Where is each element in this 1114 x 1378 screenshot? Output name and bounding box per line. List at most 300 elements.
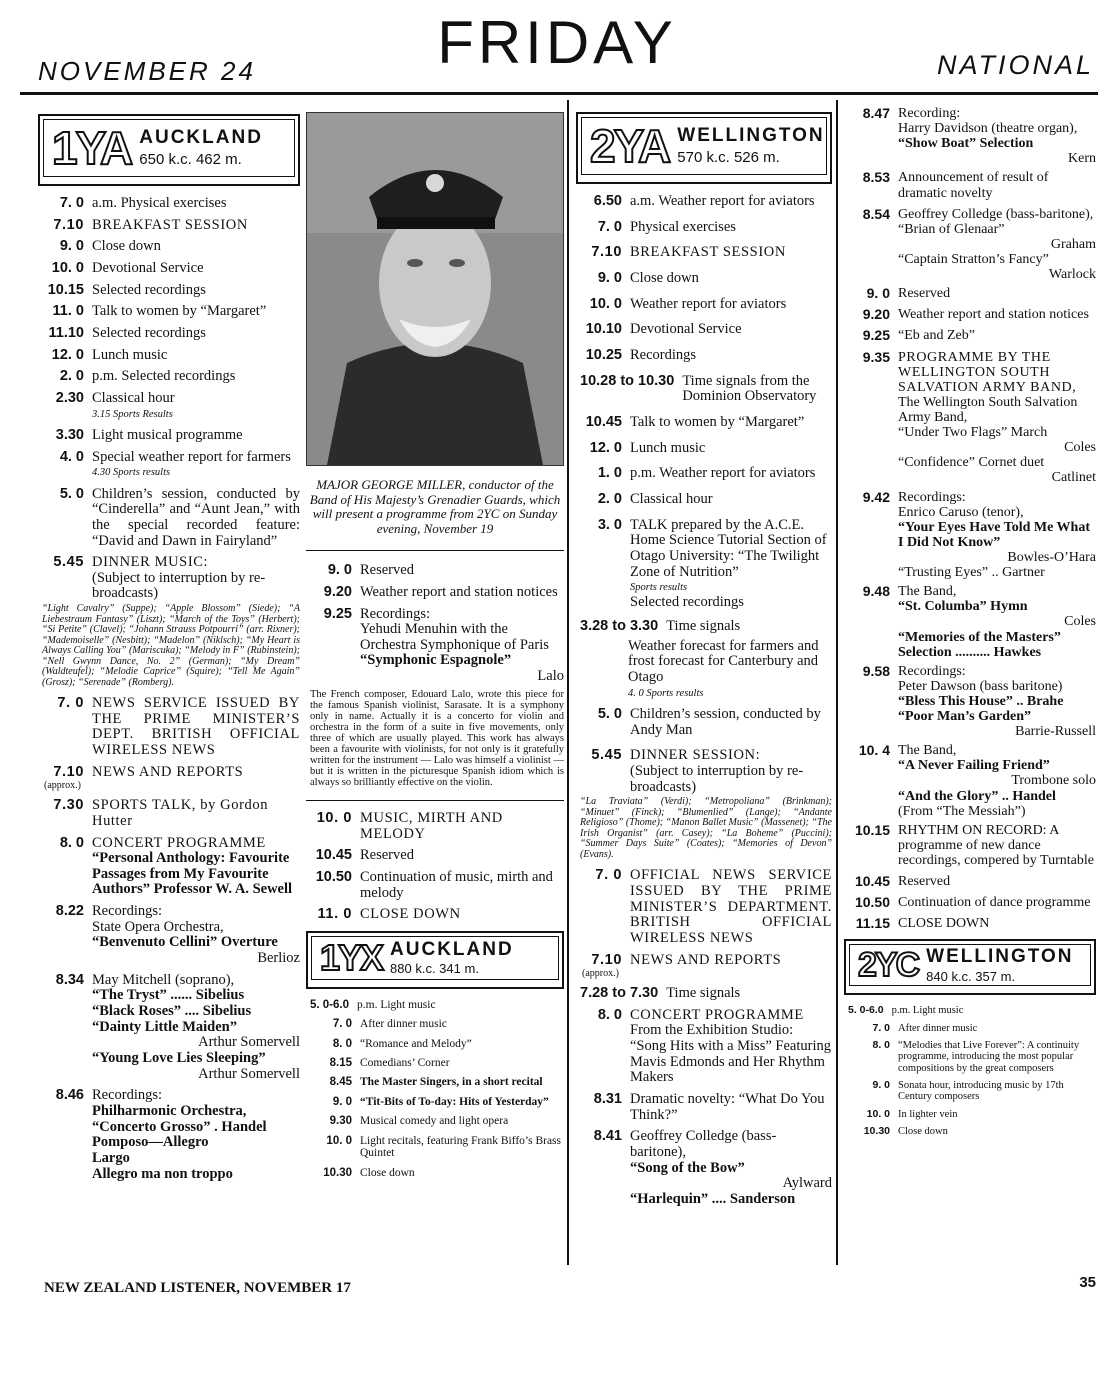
listing-text: Talk to women by “Margaret” — [92, 303, 267, 320]
weather-frost-block — [628, 639, 832, 699]
listing-entry — [38, 428, 300, 444]
listing-text: Special weather report for farmers — [92, 448, 291, 465]
listing-text: “Romance and Melody” — [360, 1037, 472, 1050]
listing-time: 10.50 — [854, 894, 890, 911]
column-divider — [836, 100, 838, 1265]
listing-text: “Eb and Zeb” — [898, 328, 975, 344]
listing-time: 10. 4 — [858, 742, 890, 759]
performer: Philharmonic Orchestra, — [92, 1103, 247, 1120]
work-title: “St. Columba” Hymn — [898, 599, 1028, 615]
listing-text: Reserved — [898, 286, 951, 302]
listing-entry — [844, 286, 1096, 301]
listing-entry — [38, 239, 300, 255]
composer: Trombone solo — [1011, 773, 1096, 789]
listing-entry — [306, 1135, 564, 1160]
listing-time: 8.54 — [862, 205, 890, 222]
listing-text: CONCERT PROGRAMME — [92, 834, 266, 851]
approx-note: (approx.) — [44, 780, 81, 792]
listing-text: Dramatic novelty: “What Do You Think?” — [630, 1091, 825, 1123]
listing-text: Devotional Service — [92, 259, 204, 276]
composer: Arthur Somervell — [198, 1034, 300, 1051]
listing-entry — [576, 194, 832, 210]
listing-text: May Mitchell (soprano), — [92, 971, 235, 988]
station-frequency: 880 k.c. 341 m. — [390, 961, 479, 977]
concert-description: “Personal Anthology: Favourite Passages from My Favourite Authors” Professor W. A. Sewell — [92, 850, 293, 898]
listing-time: 7.10 — [591, 951, 622, 968]
listing-time: 2. 0 — [597, 490, 622, 507]
listing-time: 10. 0 — [326, 1134, 352, 1147]
listing-time: 9. 0 — [332, 1095, 352, 1108]
divider — [306, 800, 564, 801]
listing-entry — [576, 322, 832, 338]
listing-time: 8. 0 — [59, 834, 84, 851]
listing-entry — [576, 868, 832, 946]
photo-caption: MAJOR GEORGE MILLER, conductor of the Band of His Majesty’s Grenadier Guards, which will present a programme from 2YC on Sunday evening, November 19 — [309, 477, 561, 536]
listing-time: 9.35 — [862, 348, 890, 365]
listing-text: p.m. Weather report for aviators — [630, 465, 816, 482]
listing-text: BREAKFAST SESSION — [630, 244, 786, 261]
composer: Catlinet — [1051, 470, 1096, 486]
listing-entry — [844, 823, 1096, 868]
listing-time: 10.30 — [863, 1125, 890, 1138]
listing-time: 10.25 — [585, 346, 622, 363]
listing-text: “Melodies that Live Forever”: A continuity programme, introducing the most popular compositions by the great composers — [898, 1040, 1080, 1074]
listing-entry — [576, 1008, 832, 1086]
listing-text: The Band, — [898, 584, 957, 600]
listing-entry — [576, 953, 832, 969]
listing-entry — [576, 748, 832, 795]
listing-entry — [576, 374, 832, 405]
listing-text: Close down — [360, 1166, 415, 1179]
listing-text: a.m. Weather report for aviators — [630, 193, 815, 209]
approx-note: (approx.) — [582, 968, 619, 980]
work-title: “Trusting Eyes” .. Gartner — [898, 565, 1045, 581]
listing-entry — [576, 220, 832, 236]
work-title: “Black Roses” .... Sibelius — [92, 1003, 252, 1020]
listing-time: 8. 0 — [872, 1039, 890, 1052]
column-divider — [567, 100, 569, 1265]
column-photo-and-1yx — [306, 112, 564, 1186]
listing-time: 9.48 — [862, 583, 890, 600]
sports-results-note: Sports results — [630, 582, 688, 594]
listing-entry — [38, 348, 300, 364]
listing-text: NEWS SERVICE ISSUED BY THE PRIME MINISTER’S DEPT. BRITISH OFFICIAL WIRELESS NEWS — [92, 695, 300, 759]
listing-entry — [38, 836, 300, 899]
1yx-listings — [306, 999, 564, 1179]
listing-entry — [844, 350, 1096, 486]
work-title: “Symphonic Espagnole” — [360, 652, 512, 669]
listing-entry — [38, 261, 300, 277]
listing-time: 12. 0 — [589, 439, 622, 456]
work-title: “Under Two Flags” March — [898, 425, 1048, 441]
listing-entry — [576, 518, 832, 612]
work-title: “Captain Stratton’s Fancy” — [898, 251, 1049, 267]
listing-text: Light recitals, featuring Frank Biffo’s Brass Quintet — [360, 1134, 561, 1160]
station-logo: 1YX — [320, 936, 383, 978]
network-label: NATIONAL — [936, 50, 1094, 80]
listing-entry — [38, 696, 300, 759]
station-logo: 1YA — [52, 122, 132, 174]
listing-text: CLOSE DOWN — [360, 906, 461, 923]
listing-time: 8.46 — [55, 1087, 84, 1104]
listing-time: 2. 0 — [59, 368, 84, 385]
sports-results-note: 4. 0 Sports results — [628, 687, 704, 699]
listing-text: a.m. Physical exercises — [92, 195, 227, 211]
listing-time: 7. 0 — [597, 218, 622, 235]
footer-publication: NEW ZEALAND LISTENER, NOVEMBER 17 — [44, 1280, 351, 1296]
listing-time: 10. 0 — [589, 295, 622, 312]
listing-text: Classical hour — [92, 389, 175, 406]
listing-time: 9.42 — [862, 488, 890, 505]
listing-entry — [306, 1057, 564, 1069]
lalo-note: The French composer, Edouard Lalo, wrote this piece for the famous Spanish violinist, Sarasate. It is a symphony only in name. Actually it is a concerto for violin and orchestra in the form of a suite in five movements, only three of which are usually played. This work has always been a favourite with violinists, for not only is it gratefully written for the instrument — Lalo was himself a violinist — but it is written in the picturesque Spanish idiom which is always so brilliantly effective on the violin. — [310, 688, 564, 788]
listing-time: 10.45 — [854, 873, 890, 890]
listing-text: Geoffrey Colledge (bass-baritone), — [898, 206, 1094, 222]
listing-time: 10.30 — [323, 1166, 352, 1179]
listing-text: Time signals — [666, 618, 741, 635]
listing-text: Weather report for aviators — [630, 295, 787, 312]
listing-text: Time signals — [666, 985, 741, 1002]
listing-text: Close down — [92, 238, 161, 255]
listing-entry — [844, 307, 1096, 322]
listing-text: NEWS AND REPORTS — [92, 763, 244, 780]
listing-time: 10. 0 — [866, 1107, 890, 1120]
listing-time: 5. 0-6.0 — [848, 1004, 884, 1017]
listing-entry — [844, 328, 1096, 343]
listing-text: p.m. Light music — [357, 998, 436, 1011]
listing-time: 5. 0-6.0 — [310, 998, 349, 1011]
listing-time: 9.30 — [329, 1115, 352, 1128]
listing-time: 8.34 — [55, 971, 84, 988]
listing-time: 8.41 — [593, 1128, 622, 1145]
listing-text: DINNER MUSIC: — [92, 554, 209, 571]
performer: Enrico Caruso (tenor), — [898, 504, 1024, 520]
listing-time: 9. 0 — [872, 1079, 890, 1092]
listing-text: Weather forecast for farmers and frost forecast for Canterbury and Otago — [628, 637, 819, 686]
work-title: “Dainty Little Maiden” — [92, 1018, 237, 1035]
listing-entry — [38, 798, 300, 829]
listing-entry — [38, 904, 300, 967]
listing-text: Close down — [630, 269, 699, 286]
composer: Coles — [1064, 440, 1096, 456]
listing-entry — [306, 1115, 564, 1127]
listing-entry — [576, 415, 832, 431]
listing-time: 8.47 — [862, 105, 890, 121]
listing-text: CLOSE DOWN — [898, 916, 990, 932]
listing-entry — [844, 1005, 1096, 1016]
station-frequency: 570 k.c. 526 m. — [677, 149, 780, 167]
listing-entry — [38, 391, 300, 422]
2yc-listings — [844, 1005, 1096, 1137]
listing-time: 9. 0 — [597, 269, 622, 286]
listing-entry — [306, 870, 564, 901]
listing-time: 9.20 — [862, 306, 890, 323]
work-title: “Poor Man’s Garden” — [898, 709, 1031, 725]
listing-time: 10.45 — [315, 847, 352, 864]
listing-time: 8.45 — [329, 1076, 352, 1089]
listing-text: Continuation of music, mirth and melody — [360, 868, 553, 901]
listing-time: 7.30 — [53, 797, 84, 814]
listing-time: 8.15 — [329, 1057, 352, 1070]
listing-text: Continuation of dance programme — [898, 895, 1091, 911]
work-title: “Young Love Lies Sleeping” — [92, 1050, 266, 1067]
listing-text: MUSIC, MIRTH AND MELODY — [360, 809, 503, 842]
listing-entry — [576, 466, 832, 482]
composer: Bowles-O’Hara — [1007, 549, 1096, 565]
listing-time: 7.28 to 7.30 — [580, 985, 659, 1002]
listing-time: 7.10 — [53, 216, 84, 233]
listing-time: 3.30 — [55, 426, 84, 443]
work-title: “A Never Failing Friend” — [898, 758, 1050, 774]
listing-entry — [306, 563, 564, 579]
dinner-note: (Subject to interruption by re-broadcasts) — [92, 569, 266, 602]
listing-entry — [844, 490, 1096, 581]
listing-text: Children’s session, conducted by “Cinderella” and “Aunt Jean,” with the special recorded feature: “David and Dawn in Fairyland” — [92, 485, 300, 549]
listing-time: 8.22 — [55, 903, 84, 920]
listing-time: 5.45 — [591, 747, 622, 764]
listing-text: CONCERT PROGRAMME — [630, 1006, 804, 1023]
listing-time: 11.10 — [48, 324, 84, 341]
composer: Aylward — [782, 1175, 832, 1192]
listing-text: Recordings: — [92, 903, 163, 920]
listing-entry — [576, 986, 832, 1002]
listing-entry — [844, 895, 1096, 910]
listing-time: 8.53 — [862, 169, 890, 186]
listing-time: 12. 0 — [51, 346, 84, 363]
listing-time: 9.58 — [862, 662, 890, 679]
listing-text: Devotional Service — [630, 321, 742, 338]
listing-time: 5. 0 — [597, 706, 622, 723]
listing-time: 7. 0 — [57, 695, 84, 712]
work-title: “Your Eyes Have Told Me What I Did Not Know” — [898, 519, 1091, 550]
listing-text: p.m. Selected recordings — [92, 368, 236, 385]
listing-entry — [306, 811, 564, 842]
listing-time: 3.28 to 3.30 — [580, 618, 659, 635]
column-2ya-evening-2yc — [844, 106, 1096, 1143]
work-title: “Memories of the Masters” Selection .......... Hawkes — [898, 629, 1061, 660]
listing-time: 11. 0 — [52, 303, 84, 320]
composer: Arthur Somervell — [198, 1065, 300, 1082]
movement: Allegro ma non troppo — [92, 1165, 233, 1182]
listing-text: The Band, — [898, 743, 957, 759]
listing-entry — [844, 207, 1096, 283]
listing-text: In lighter vein — [898, 1108, 958, 1120]
listing-time: 9.25 — [323, 605, 352, 622]
listing-text: The Master Singers, in a short recital — [360, 1076, 543, 1089]
work-title: “The Tryst” ...... Sibelius — [92, 987, 245, 1004]
listing-entry — [38, 487, 300, 550]
performer: Yehudi Menuhin with the Orchestra Symphonique of Paris — [360, 621, 549, 653]
listing-text: OFFICIAL NEWS SERVICE ISSUED BY THE PRIME MINISTER’S DEPARTMENT. BRITISH OFFICIAL WIRELESS NEWS — [630, 867, 832, 946]
listing-time: 6.50 — [593, 193, 622, 209]
page-number: 35 — [1079, 1274, 1096, 1291]
listing-entry — [306, 1167, 564, 1179]
listing-entry — [306, 1096, 564, 1108]
listing-text: NEWS AND REPORTS — [630, 951, 782, 968]
listing-text: Recordings — [630, 346, 697, 363]
work-title: “Brian of Glenaar” — [898, 221, 1005, 237]
listing-time: 7. 0 — [872, 1021, 890, 1034]
listing-time: 1. 0 — [597, 465, 622, 482]
listing-time: 5.45 — [53, 554, 84, 571]
listing-text: SPORTS TALK, by Gordon Hutter — [92, 797, 269, 829]
listing-time: 10. 0 — [316, 809, 352, 826]
listing-entry — [844, 1109, 1096, 1120]
work-title: “Concerto Grosso” . Handel — [92, 1118, 267, 1135]
listing-text: Recordings: — [92, 1087, 163, 1104]
divider — [306, 550, 564, 551]
listing-text: Recording: — [898, 106, 961, 121]
listing-text: After dinner music — [898, 1022, 978, 1034]
listing-entry — [306, 848, 564, 864]
dinner-music-list: “Light Cavalry” (Suppe); “Apple Blossom” (Siede); “A Liebestraum Fantasy” (Liszt); “March of the Toys” (Herbert); “Si Petite” (Clavel); “Johann Strauss Potpourri” (arr. Rixner); “Mademoiselle” (Nesbitt); “Madelon” (Niklsch); “My Heart is Always Calling You” (Mariscuka); “Melody in F” (Rubinstein); “Nell Gwynn Dance, No. 2” (German); “My Dream” (Waldteufel); “Melodie Caprice” (Squire); “Tell Me Again” (Grosz); “Serenade” (Romberg). — [42, 603, 300, 688]
listing-time: 10.50 — [315, 868, 352, 885]
listing-text: Selected recordings — [630, 594, 744, 611]
listing-text: BREAKFAST SESSION — [92, 216, 248, 233]
listing-text: After dinner music — [360, 1018, 447, 1031]
listing-entry — [306, 1076, 564, 1088]
listing-entry — [38, 196, 300, 212]
listing-text: p.m. Light music — [891, 1005, 964, 1017]
listing-text: Selected recordings — [92, 281, 206, 298]
listing-time: 3. 0 — [597, 516, 622, 533]
listing-entry — [306, 1038, 564, 1050]
sports-results-note: 4.30 Sports results — [92, 467, 171, 479]
listing-entry — [576, 619, 832, 635]
listing-entry — [38, 283, 300, 299]
listing-entry — [306, 585, 564, 601]
listing-time: 5. 0 — [59, 485, 84, 502]
listing-text: “Tit-Bits of To-day: Hits of Yesterday” — [360, 1095, 549, 1108]
listing-entry — [306, 607, 564, 685]
listing-text: Musical comedy and light opera — [360, 1115, 509, 1128]
page-day-heading: FRIDAY — [437, 9, 677, 76]
work-title: “Song of the Bow” — [630, 1159, 745, 1176]
listing-entry — [576, 271, 832, 287]
station-box-1yx — [306, 931, 564, 989]
listing-text: Reserved — [898, 874, 951, 890]
listing-entry — [844, 874, 1096, 889]
listing-time: 10.28 to 10.30 — [580, 372, 675, 389]
listing-text: Lunch music — [630, 439, 706, 456]
listing-text: Geoffrey Colledge (bass-baritone), — [630, 1128, 777, 1161]
listing-text: Announcement of result of dramatic novelty — [898, 170, 1049, 201]
listing-text: Physical exercises — [630, 218, 736, 235]
listing-time: 10. 0 — [51, 259, 84, 276]
listing-entry — [38, 218, 300, 234]
listing-text: Lunch music — [92, 346, 168, 363]
listing-time: 11. 0 — [317, 906, 352, 923]
station-box-2ya — [576, 112, 832, 184]
listing-text: Weather report and station notices — [898, 307, 1089, 323]
listing-text: Time signals from the Dominion Observatory — [682, 372, 817, 405]
station-city: AUCKLAND — [390, 938, 514, 960]
work-title: “Harlequin” .... Sanderson — [630, 1190, 796, 1207]
station-box-1ya — [38, 114, 300, 186]
listing-entry — [38, 555, 300, 602]
listing-time: 7. 0 — [59, 195, 84, 211]
listing-entry — [576, 492, 832, 508]
page-date: NOVEMBER 24 — [38, 56, 256, 86]
dinner-note: (Subject to interruption by re-broadcasts) — [630, 763, 804, 795]
dinner-music-list: “La Traviata” (Verdi); “Metropoliana” (Brinkman); “Minuet” (Finck); “Blumenlied” (Lange); “Andante Religioso” (Thome); “Manon Ballet Music” (Massenet); “The Irish Organist” (arr. Casey); “La Boheme” (Puccini); “Summer Days Suite” (Coates); “Memories of Devon” (Evans). — [580, 796, 832, 860]
listing-time: 10.45 — [585, 413, 622, 430]
listing-entry — [38, 973, 300, 1083]
listing-entry — [844, 1040, 1096, 1074]
listing-text: Weather report and station notices — [360, 583, 558, 600]
listing-time: 9.20 — [323, 583, 352, 600]
listing-text: Comedians’ Corner — [360, 1057, 450, 1070]
listing-entry — [38, 765, 300, 781]
portrait-photo — [306, 112, 564, 466]
station-logo: 2YC — [858, 946, 919, 985]
performer: Peter Dawson (bass baritone) — [898, 678, 1063, 694]
listing-text: Classical hour — [630, 490, 713, 507]
composer: Lalo — [537, 668, 564, 685]
listing-time: 10.15 — [854, 821, 890, 838]
movement: Largo — [92, 1149, 130, 1166]
work-title: “Bless This House” .. Brahe — [898, 693, 1064, 709]
listing-entry — [576, 441, 832, 457]
listing-text: Reserved — [360, 562, 414, 579]
listing-entry — [844, 170, 1096, 200]
listing-entry — [844, 1126, 1096, 1137]
listing-entry — [38, 304, 300, 320]
listing-entry — [844, 584, 1096, 660]
station-frequency: 650 k.c. 462 m. — [139, 151, 242, 169]
station-city: WELLINGTON — [926, 946, 1074, 968]
movement: Pomposo—Allegro — [92, 1134, 209, 1151]
listing-time: 4. 0 — [59, 448, 84, 465]
station-frequency: 840 k.c. 357 m. — [926, 968, 1016, 984]
listing-entry — [844, 743, 1096, 819]
station-city: WELLINGTON — [677, 124, 825, 146]
listing-text: TALK prepared by the A.C.E. Home Science Tutorial Section of Otago University: “The Twilight Zone of Nutrition” — [630, 516, 827, 580]
listing-text: Sonata hour, introducing music by 17th Century composers — [898, 1080, 1064, 1103]
column-2ya-wellington — [576, 112, 832, 1214]
listing-entry — [844, 916, 1096, 931]
work-title: “Benvenuto Cellini” Overture — [92, 934, 278, 951]
composer: Berlioz — [257, 950, 300, 967]
performer: Harry Davidson (theatre organ), — [898, 121, 1078, 137]
listing-time: 7.10 — [53, 763, 84, 780]
listing-text: Reserved — [360, 847, 414, 864]
composer: Graham — [1050, 236, 1096, 252]
listing-entry — [844, 106, 1096, 166]
listing-time: 8. 0 — [597, 1006, 622, 1023]
work-title: “Show Boat” Selection — [898, 136, 1034, 152]
listing-entry — [38, 369, 300, 385]
work-title: (From “The Messiah”) — [898, 803, 1026, 819]
listing-text: Recordings: — [360, 605, 431, 622]
composer: Kern — [1068, 151, 1096, 167]
listing-entry — [306, 907, 564, 923]
listing-text: Recordings: — [898, 663, 966, 679]
listing-text: Recordings: — [898, 489, 966, 505]
listing-text: Talk to women by “Margaret” — [630, 413, 805, 430]
listing-text: Close down — [898, 1126, 948, 1138]
listing-time: 10.15 — [47, 281, 84, 298]
listing-text: Children’s session, conducted by Andy Man — [630, 706, 821, 738]
listing-entry — [306, 1018, 564, 1030]
performer: The Wellington South Salvation Army Band, — [898, 394, 1078, 425]
listing-entry — [576, 348, 832, 364]
performer: State Opera Orchestra, — [92, 918, 224, 935]
listing-entry — [844, 664, 1096, 740]
column-1yа-auckland — [38, 114, 300, 1188]
header-rule — [20, 92, 1098, 95]
work-title: “And the Glory” .. Handel — [898, 788, 1056, 804]
